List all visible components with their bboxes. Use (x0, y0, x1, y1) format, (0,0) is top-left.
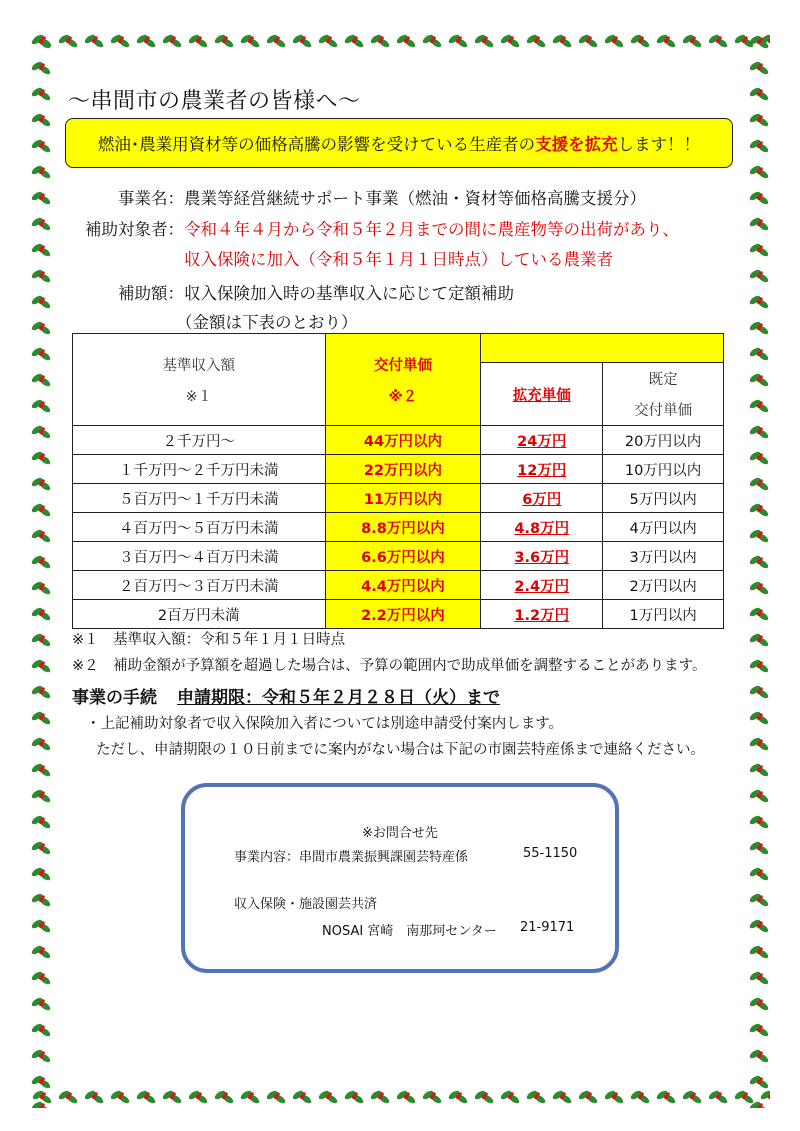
cell-base: 2百万円未満 (73, 600, 326, 629)
holly-border-left (30, 30, 52, 1108)
headline-banner (65, 118, 733, 168)
cell-base: ４百万円～５百万円未満 (73, 513, 326, 542)
contact-heading: ※お問合せ先 (362, 826, 438, 841)
cell-default: 2万円以内 (603, 571, 724, 600)
header-expanded-price: 拡充単価 (481, 363, 603, 426)
contact-box (181, 783, 619, 973)
cell-base: ２百万円～３百万円未満 (73, 571, 326, 600)
table-row (73, 426, 724, 455)
banner-text-emphasis: 支援を拡充 (535, 135, 618, 154)
cell-expand: 3.6万円 (481, 542, 603, 571)
banner-text-2: します！！ (617, 135, 701, 154)
amount-label: 補助額： (118, 284, 184, 303)
note-2: ※２ 補助金額が予算額を超過した場合は、予算の範囲内で助成単価を調整することがあります。 (72, 658, 707, 674)
target-line-2: 収入保険に加入（令和５年１月１日時点）している農業者 (184, 250, 613, 269)
table-row (73, 571, 724, 600)
contact-line-1-phone: 55-1150 (523, 846, 578, 861)
cell-base: ２千万円～ (73, 426, 326, 455)
amount-value: 収入保険加入時の基準収入に応じて定額補助 (184, 284, 514, 303)
note-1: ※１ 基準収入額：令和５年１月１日時点 (72, 632, 346, 648)
table-row (73, 513, 724, 542)
cell-unit: 2.2万円以内 (325, 600, 481, 629)
cell-unit: 4.4万円以内 (325, 571, 481, 600)
cell-unit: 22万円以内 (325, 455, 481, 484)
target-row (60, 216, 679, 240)
cell-unit: 6.6万円以内 (325, 542, 481, 571)
cell-unit: 11万円以内 (325, 484, 481, 513)
procedure-deadline: 申請期限：令和５年２月２８日（火）まで (177, 688, 500, 708)
contact-line-2-label: 収入保険・施設園芸共済 (234, 897, 378, 912)
cell-unit: 8.8万円以内 (325, 513, 481, 542)
procedure-title: 事業の手続 (72, 688, 157, 708)
header-default-price: 既定 交付単価 (603, 363, 724, 426)
holly-border-right (748, 30, 770, 1108)
cell-expand: 24万円 (481, 426, 603, 455)
cell-default: 1万円以内 (603, 600, 724, 629)
header-yellow-band (481, 334, 724, 363)
cell-unit: 44万円以内 (325, 426, 481, 455)
cell-base: ３百万円～４百万円未満 (73, 542, 326, 571)
table-row (73, 484, 724, 513)
target-label: 補助対象者： (85, 220, 184, 239)
cell-base: ５百万円～１千万円未満 (73, 484, 326, 513)
cell-expand: 12万円 (481, 455, 603, 484)
banner-text-1: 燃油･農業用資材等の価格高騰の影響を受けている生産者の (97, 135, 536, 154)
cell-default: 3万円以内 (603, 542, 724, 571)
table-body (73, 426, 724, 629)
cell-default: 5万円以内 (603, 484, 724, 513)
project-name-row (60, 185, 646, 209)
header-base-income: 基準収入額 ※１ (73, 334, 326, 426)
cell-expand: 1.2万円 (481, 600, 603, 629)
amount-row (60, 280, 514, 304)
target-line-1: 令和４年４月から令和５年２月までの間に農産物等の出荷があり、 (184, 220, 679, 239)
cell-default: 20万円以内 (603, 426, 724, 455)
cell-default: 4万円以内 (603, 513, 724, 542)
cell-expand: 2.4万円 (481, 571, 603, 600)
project-name-label: 事業名： (118, 189, 184, 208)
cell-base: １千万円～２千万円未満 (73, 455, 326, 484)
table-header-row (73, 334, 724, 363)
table-row (73, 455, 724, 484)
procedure-line-2: ただし、申請期限の１０日前までに案内がない場合は下記の市園芸特産係まで連絡ください。 (96, 742, 705, 758)
project-name-value: 農業等経営継続サポート事業（燃油・資材等価格高騰支援分） (184, 189, 646, 208)
contact-line-1-label: 事業内容：串間市農業振興課園芸特産係 (234, 850, 469, 865)
target-row-2 (184, 246, 613, 270)
subsidy-table (72, 333, 724, 629)
contact-line-3-label: NOSAI 宮崎 南那珂センター (322, 924, 497, 939)
contact-line-3-phone: 21-9171 (520, 920, 575, 935)
page-title: ～串間市の農業者の皆様へ～ (68, 89, 361, 114)
table-row (73, 542, 724, 571)
holly-border-bottom (30, 1086, 770, 1108)
header-unit-price: 交付単価 ※２ (325, 334, 481, 426)
cell-default: 10万円以内 (603, 455, 724, 484)
cell-expand: 6万円 (481, 484, 603, 513)
procedure-line-1: ・上記補助対象者で収入保険加入者については別途申請受付案内します。 (86, 716, 564, 732)
amount-note: （金額は下表のとおり） (176, 313, 358, 332)
holly-border-top (30, 30, 770, 52)
cell-expand: 4.8万円 (481, 513, 603, 542)
table-row (73, 600, 724, 629)
procedure-heading (72, 683, 500, 708)
